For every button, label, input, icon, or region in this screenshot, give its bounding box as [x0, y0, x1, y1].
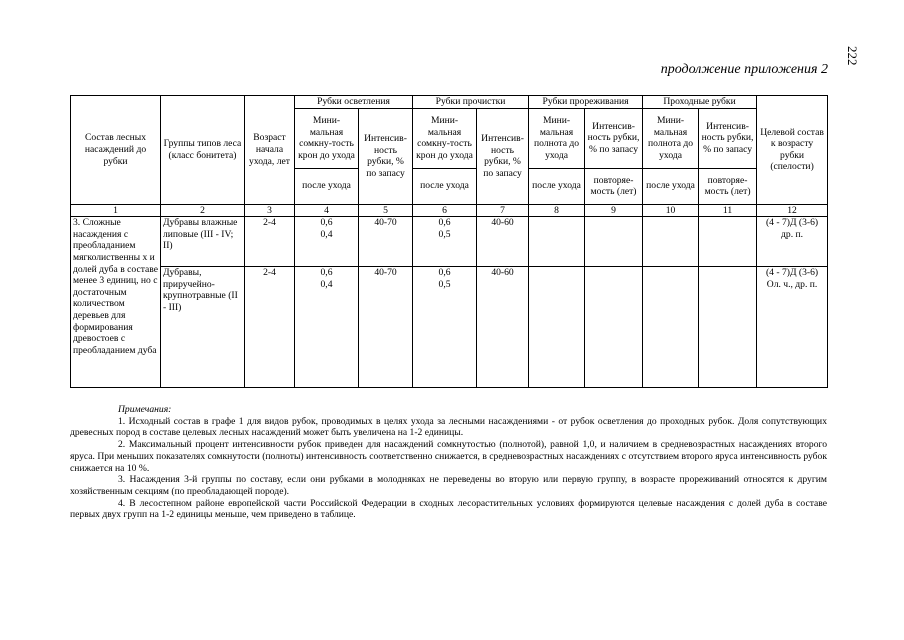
column-number: 4 [295, 204, 359, 217]
row-empty [585, 267, 643, 388]
row-intensity: 40-70 [359, 267, 413, 388]
forest-care-table [70, 95, 828, 388]
column-number: 1 [71, 204, 161, 217]
header-group-prokhodnye: Проходные рубки [643, 96, 757, 109]
header-target-composition: Целевой состав к возрасту рубки (спелости) [757, 96, 828, 205]
row-start-age: 2-4 [245, 217, 295, 267]
header-group-osvetleniya: Рубки осветления [295, 96, 413, 109]
notes-section [70, 404, 827, 521]
column-number: 10 [643, 204, 699, 217]
canopy-after: 0,4 [320, 278, 333, 290]
row-empty [585, 217, 643, 267]
header-min-canopy: Мини-мальная сомкну-тость крон до ухода [295, 108, 359, 168]
header-min-density: Мини-мальная полнота до ухода [643, 108, 699, 168]
page-number: 222 [845, 46, 860, 66]
row-start-age: 2-4 [245, 267, 295, 388]
row-target: (4 - 7)Д (3-6) Ол. ч., др. п. [757, 267, 828, 388]
header-start-age: Возраст начала ухода, лет [245, 96, 295, 205]
column-number: 2 [161, 204, 245, 217]
row-canopy [295, 267, 359, 388]
canopy-before: 0,6 [320, 267, 333, 279]
header-repeat-interval: повторяе-мость (лет) [699, 168, 757, 204]
row-target: (4 - 7)Д (3-6) др. п. [757, 217, 828, 267]
row-empty [643, 217, 699, 267]
row-empty [643, 267, 699, 388]
header-min-canopy: Мини-мальная сомкну-тость крон до ухода [413, 108, 477, 168]
row-forest-type: Дубравы, приручейно-крупнотравные (II - III) [161, 267, 245, 388]
column-number: 9 [585, 204, 643, 217]
table-row [71, 217, 828, 267]
header-group-prorezhivaniya: Рубки прореживания [529, 96, 643, 109]
note-item: 2. Максимальный процент интенсивности рубок приведен для насаждений сомкнутостью (полнотой), равной 1,0, и наличием в средневозрастных насаждениях второго яруса. При меньших показателях сомкнутости (полноты) интенсивность соответственно снижается, в средневозрастных насаждениях с отсутствием второго яруса интенсивность рубок снижается на 10 %. [70, 439, 827, 474]
row-intensity: 40-70 [359, 217, 413, 267]
header-forest-type: Группы типов леса (класс бонитета) [161, 96, 245, 205]
header-after-care: после ухода [643, 168, 699, 204]
table-row [71, 267, 828, 388]
row-empty [529, 217, 585, 267]
row-composition: 3. Сложные насаждения с преобладанием мягколиственны х и долей дуба в составе менее 3 единиц, но с достаточным количеством деревьев для формирования древостоев с преобладанием дуба [71, 217, 161, 388]
canopy-before: 0,6 [320, 217, 333, 229]
canopy-before: 0,6 [438, 267, 451, 279]
row-canopy [295, 217, 359, 267]
row-canopy [413, 267, 477, 388]
header-intensity: Интенсив-ность рубки, % по запасу [477, 108, 529, 204]
row-intensity: 40-60 [477, 267, 529, 388]
row-empty [529, 267, 585, 388]
canopy-after: 0,5 [438, 228, 451, 240]
row-empty [699, 217, 757, 267]
column-number: 3 [245, 204, 295, 217]
canopy-after: 0,4 [320, 228, 333, 240]
note-item: 1. Исходный состав в графе 1 для видов рубок, проводимых в целях ухода за лесными насаждениями - от рубок осветления до проходных рубок. Доля сопутствующих древесных пород в составе целевых лесных насаждений может быть увеличена на 1-2 единицы. [70, 415, 827, 439]
header-intensity: Интенсив-ность рубки, % по запасу [359, 108, 413, 204]
canopy-before: 0,6 [438, 217, 451, 229]
header-after-care: после ухода [413, 168, 477, 204]
header-composition: Состав лесных насаждений до рубки [71, 96, 161, 205]
column-number: 7 [477, 204, 529, 217]
note-item: 4. В лесостепном районе европейской части Российской Федерации в сходных лесорастительных условиях формируются целевые насаждения с долей дуба в составе первых двух групп на 1-2 единицы меньше, чем приведено в таблице. [70, 497, 827, 521]
row-intensity: 40-60 [477, 217, 529, 267]
header-intensity: Интенсив-ность рубки, % по запасу [699, 108, 757, 168]
column-number: 6 [413, 204, 477, 217]
column-number: 11 [699, 204, 757, 217]
header-after-care: после ухода [529, 168, 585, 204]
column-number: 8 [529, 204, 585, 217]
page-header: продолжение приложения 2 [660, 62, 828, 77]
row-forest-type: Дубравы влажные липовые (III - IV; II) [161, 217, 245, 267]
canopy-after: 0,5 [438, 278, 451, 290]
header-group-prochistki: Рубки прочистки [413, 96, 529, 109]
header-intensity: Интенсив-ность рубки, % по запасу [585, 108, 643, 168]
header-after-care: после ухода [295, 168, 359, 204]
header-repeat-interval: повторяе-мость (лет) [585, 168, 643, 204]
column-number: 12 [757, 204, 828, 217]
header-min-density: Мини-мальная полнота до ухода [529, 108, 585, 168]
notes-title: Примечания: [118, 404, 172, 415]
row-canopy [413, 217, 477, 267]
row-empty [699, 267, 757, 388]
column-number: 5 [359, 204, 413, 217]
note-item: 3. Насаждения 3-й группы по составу, если они рубками в молодняках не переведены во вторую или первую группу, в возрасте прореживаний относятся к другим хозяйственным секциям (по преобладающей породе). [70, 474, 827, 497]
